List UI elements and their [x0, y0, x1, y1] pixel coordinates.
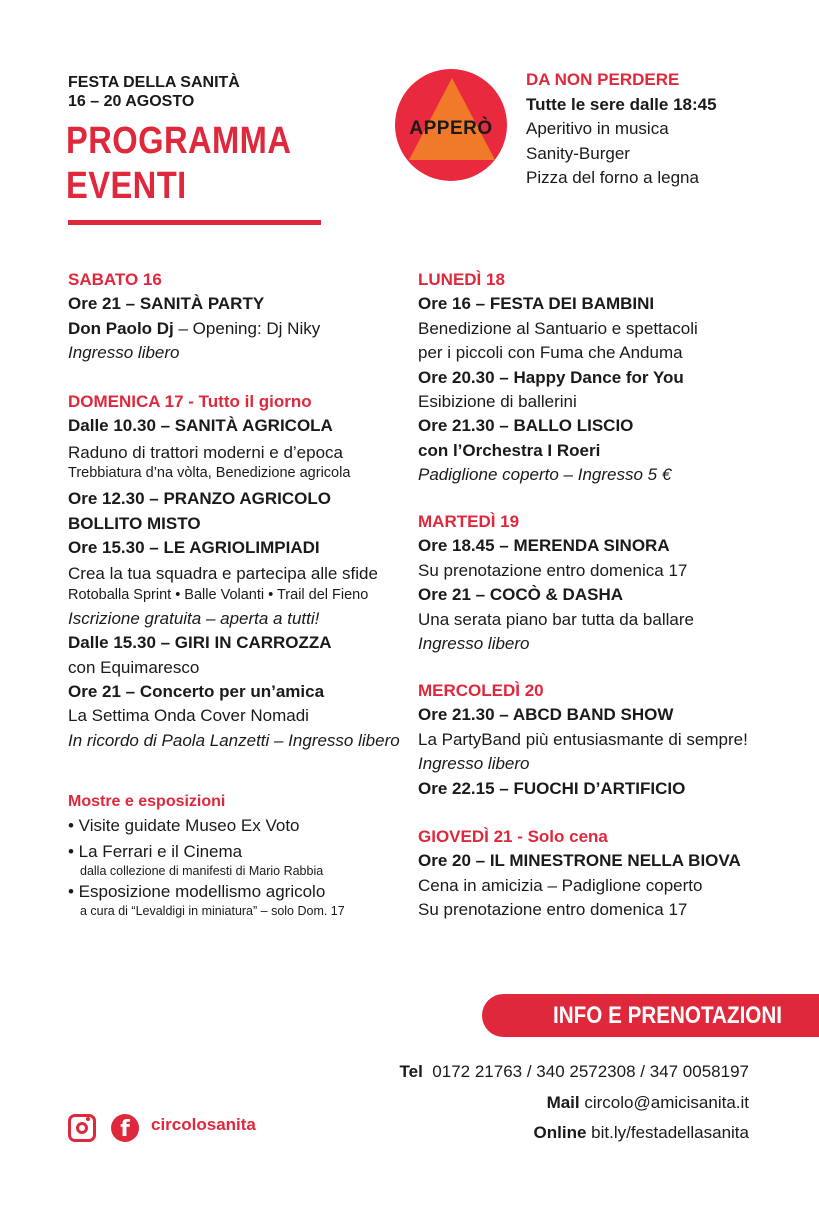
event-line: Ore 21 – SANITÀ PARTY	[68, 294, 265, 314]
online-line: Online bit.ly/festadellasanita	[533, 1123, 749, 1142]
phone-numbers[interactable]: 0172 21763 / 340 2572308 / 347 0058197	[432, 1062, 749, 1081]
event-desc: La PartyBand più entusiasmante di sempre!	[418, 729, 748, 749]
event-heading	[68, 73, 240, 111]
day-martedi	[418, 510, 694, 656]
event-line: Ore 20 – IL MINESTRONE NELLA BIOVA	[418, 851, 741, 871]
mail-link[interactable]: circolo@amicisanita.it	[584, 1092, 749, 1112]
event-note: Iscrizione gratuita – aperta a tutti!	[68, 608, 320, 628]
event-desc: Benedizione al Santuario e spettacoli	[418, 318, 698, 338]
event-line: con l’Orchestra I Roeri	[418, 440, 601, 460]
event-line: Ore 18.45 – MERENDA SINORA	[418, 536, 670, 556]
day-lunedi	[418, 268, 698, 488]
highlight-item: Pizza del forno a legna	[526, 168, 699, 187]
event-line: Ore 22.15 – FUOCHI D’ARTIFICIO	[418, 778, 686, 798]
title-divider	[68, 220, 321, 225]
event-note: In ricordo di Paola Lanzetti – Ingresso libero	[68, 730, 400, 750]
event-desc: Rotoballa Sprint • Balle Volanti • Trail del Fieno	[68, 586, 369, 603]
event-line: Dalle 15.30 – GIRI IN CARROZZA	[68, 633, 332, 653]
event-line: Ore 12.30 – PRANZO AGRICOLO	[68, 489, 331, 509]
event-line: Ore 21.30 – BALLO LISCIO	[418, 416, 634, 436]
facebook-icon[interactable]: f	[111, 1114, 139, 1142]
event-line: Dalle 10.30 – SANITÀ AGRICOLA	[68, 416, 333, 436]
day-title: MERCOLEDÌ 20	[418, 681, 544, 700]
highlight-item: Aperitivo in musica	[526, 119, 669, 138]
event-note: Ingresso libero	[68, 343, 180, 363]
mostre-item: • Esposizione modellismo agricolo	[68, 881, 326, 901]
phone-line: Tel 0172 21763 / 340 2572308 / 347 0058197	[399, 1062, 749, 1081]
instagram-icon-lens	[76, 1122, 88, 1134]
day-title: MARTEDÌ 19	[418, 512, 520, 531]
event-desc: con Equimaresco	[68, 657, 200, 677]
highlight-subtitle: Tutte le sere dalle 18:45	[526, 94, 717, 114]
day-domenica	[68, 390, 400, 753]
event-desc: Crea la tua squadra e partecipa alle sfide	[68, 564, 378, 584]
mostre-item: • La Ferrari e il Cinema	[68, 841, 243, 861]
event-note: Padiglione coperto – Ingresso 5 €	[418, 465, 672, 485]
event-line: Ore 21 – COCÒ & DASHA	[418, 585, 623, 605]
event-desc: Su prenotazione entro domenica 17	[418, 900, 688, 920]
day-title: GIOVEDÌ 21 - Solo cena	[418, 827, 608, 846]
day-title: LUNEDÌ 18	[418, 270, 505, 289]
online-link[interactable]: bit.ly/festadellasanita	[591, 1123, 749, 1142]
mostre-title: Mostre e esposizioni	[68, 793, 226, 810]
highlight-box	[526, 68, 717, 191]
mostre-section	[68, 790, 345, 919]
day-giovedi	[418, 825, 741, 923]
day-mercoledi	[418, 679, 748, 801]
event-desc: La Settima Onda Cover Nomadi	[68, 706, 309, 726]
day-sabato	[68, 268, 320, 366]
highlight-title: DA NON PERDERE	[526, 70, 680, 89]
event-line: BOLLITO MISTO	[68, 513, 201, 533]
event-dates: 16 – 20 AGOSTO	[68, 93, 195, 110]
event-desc: Una serata piano bar tutta da ballare	[418, 609, 694, 629]
mail-line: Mail circolo@amicisanita.it	[546, 1092, 749, 1112]
event-name: FESTA DELLA SANITÀ	[68, 74, 240, 91]
event-line: Don Paolo Dj – Opening: Dj Niky	[68, 318, 321, 338]
event-line: Ore 15.30 – LE AGRIOLIMPIADI	[68, 538, 320, 558]
event-desc: per i piccoli con Fuma che Anduma	[418, 343, 683, 363]
event-desc: Esibizione di ballerini	[418, 392, 577, 412]
day-title: SABATO 16	[68, 270, 162, 289]
mostre-item: • Visite guidate Museo Ex Voto	[68, 816, 300, 836]
highlight-item: Sanity-Burger	[526, 143, 630, 163]
info-title: INFO E PRENOTAZIONI	[553, 1002, 782, 1029]
day-title: DOMENICA 17 - Tutto il giorno	[68, 392, 312, 411]
logo-text: APPERÒ	[409, 118, 493, 139]
event-desc: Trebbiatura d’na vòlta, Benedizione agricola	[68, 465, 351, 482]
event-note: Ingresso libero	[418, 634, 530, 654]
event-desc: Raduno di trattori moderni e d’epoca	[68, 442, 343, 462]
event-line: Ore 21.30 – ABCD BAND SHOW	[418, 705, 674, 725]
event-line: Ore 21 – Concerto per un’amica	[68, 682, 325, 702]
event-line: Ore 20.30 – Happy Dance for You	[418, 367, 684, 387]
social-handle[interactable]: circolosanita	[151, 1115, 256, 1134]
instagram-icon-dot	[86, 1117, 90, 1121]
mostre-sub: dalla collezione di manifesti di Mario Rabbia	[80, 863, 324, 878]
contact-info	[400, 1057, 749, 1149]
event-note: Ingresso libero	[418, 754, 530, 774]
mostre-sub: a cura di “Levaldigi in miniatura” – solo Dom. 17	[80, 903, 345, 918]
event-line: Ore 16 – FESTA DEI BAMBINI	[418, 294, 655, 314]
event-desc: Su prenotazione entro domenica 17	[418, 560, 688, 580]
event-desc: Cena in amicizia – Padiglione coperto	[418, 875, 703, 895]
page-title: PROGRAMMA EVENTI	[66, 120, 292, 207]
